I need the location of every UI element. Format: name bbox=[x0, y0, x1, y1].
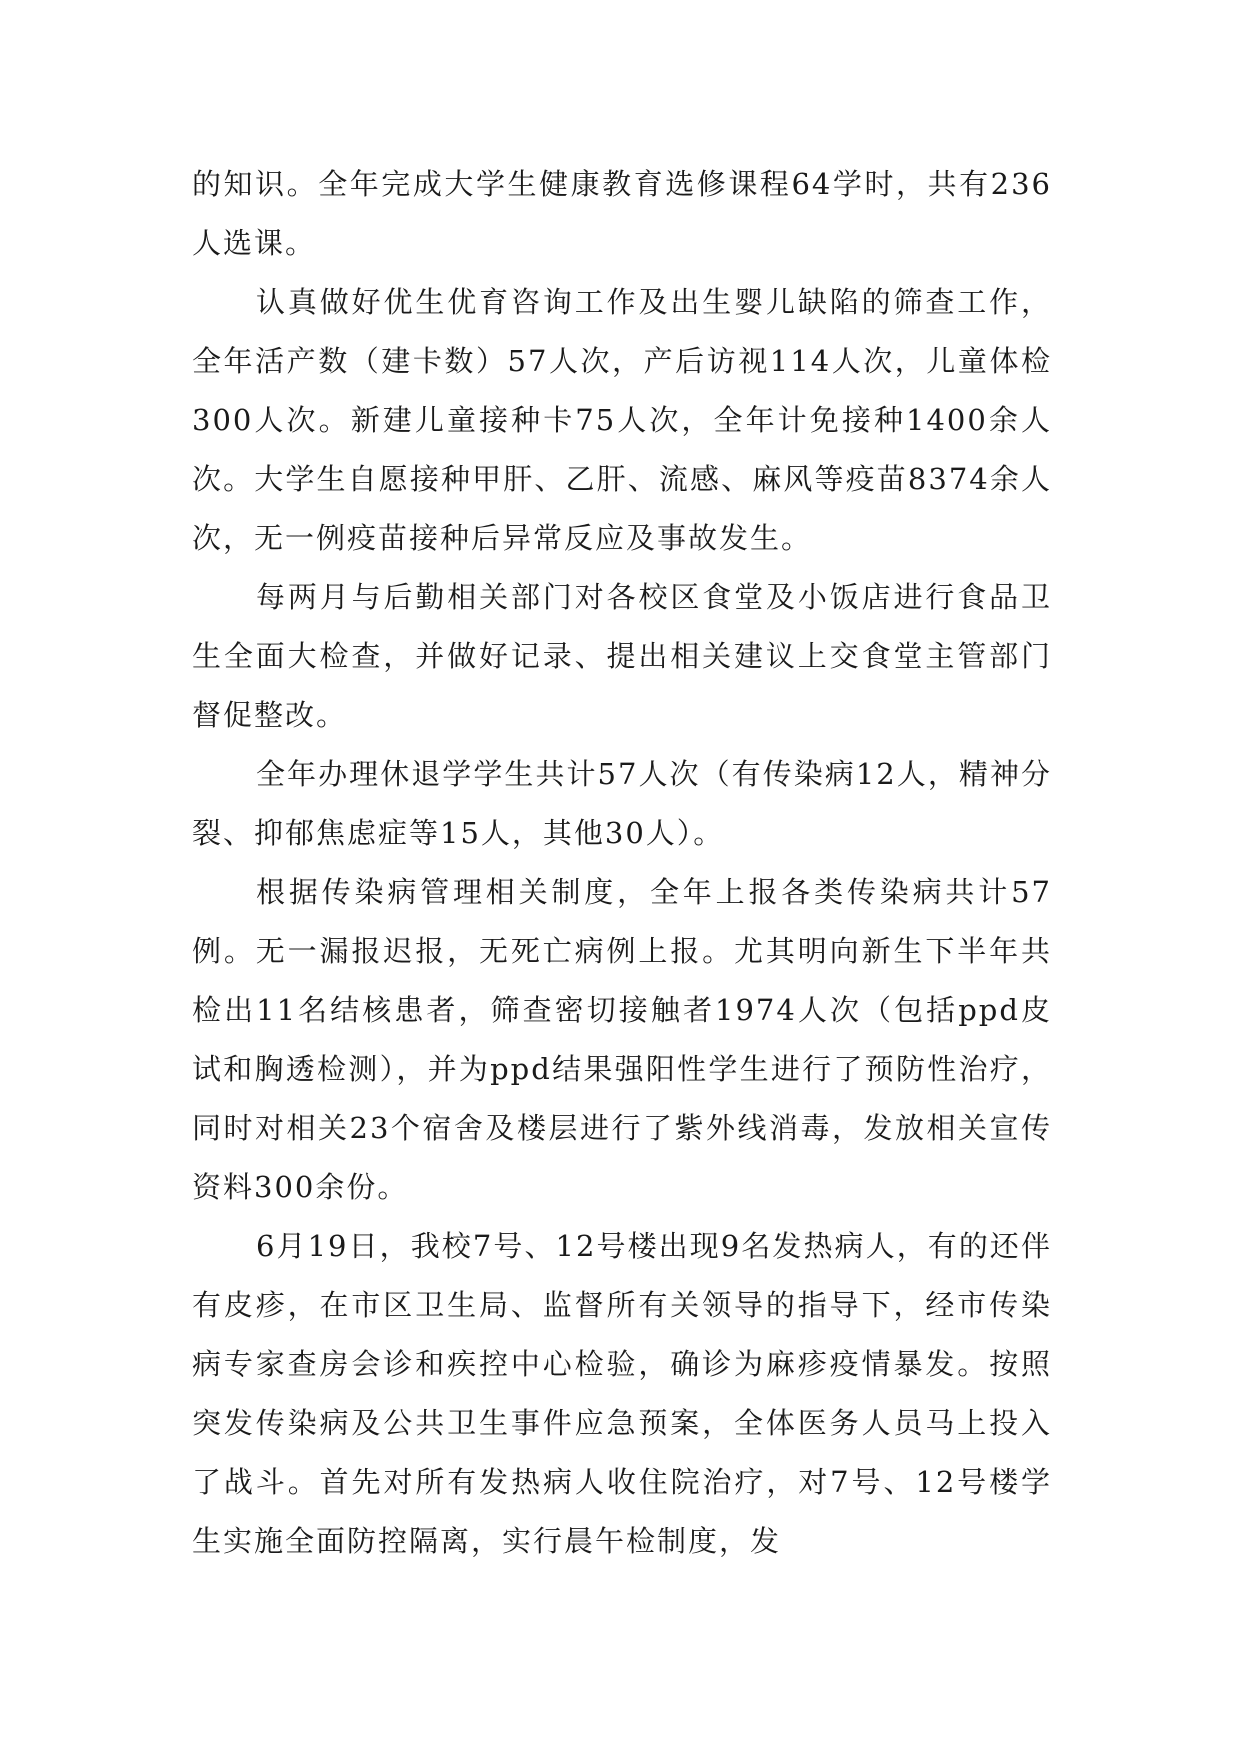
paragraph-health-education-continued: 的知识。全年完成大学生健康教育选修课程64学时，共有236人选课。 bbox=[192, 167, 1052, 260]
paragraph-infectious-disease-reporting: 根据传染病管理相关制度，全年上报各类传染病共计57例。无一漏报迟报，无死亡病例上报。尤其明向新生下半年共检出11名结核患者，筛查密切接触者1974人次（包括ppd皮试和胸透检测），并为ppd结果强阳性学生进行了预防性治疗，同时对相关23个宿舍及楼层进行了紫外线消毒，发放相关宣传资料300余份。 bbox=[192, 875, 1052, 1204]
document-page bbox=[192, 155, 1052, 1571]
paragraph-prenatal-and-vaccination: 认真做好优生优育咨询工作及出生婴儿缺陷的筛查工作，全年活产数（建卡数）57人次，产后访视114人次，儿童体检300人次。新建儿童接种卡75人次，全年计免接种1400余人次。大学生自愿接种甲肝、乙肝、流感、麻风等疫苗8374余人次，无一例疫苗接种后异常反应及事故发生。 bbox=[192, 285, 1052, 555]
paragraph-leave-of-absence: 全年办理休退学学生共计57人次（有传染病12人，精神分裂、抑郁焦虑症等15人，其他30人）。 bbox=[192, 757, 1052, 850]
paragraph-food-hygiene-inspection: 每两月与后勤相关部门对各校区食堂及小饭店进行食品卫生全面大检查，并做好记录、提出相关建议上交食堂主管部门督促整改。 bbox=[192, 580, 1052, 732]
paragraph-measles-outbreak: 6月19日，我校7号、12号楼出现9名发热病人，有的还伴有皮疹，在市区卫生局、监督所有关领导的指导下，经市传染病专家查房会诊和疾控中心检验，确诊为麻疹疫情暴发。按照突发传染病及公共卫生事件应急预案，全体医务人员马上投入了战斗。首先对所有发热病人收住院治疗，对7号、12号楼学生实施全面防控隔离，实行晨午检制度，发 bbox=[192, 1229, 1052, 1558]
